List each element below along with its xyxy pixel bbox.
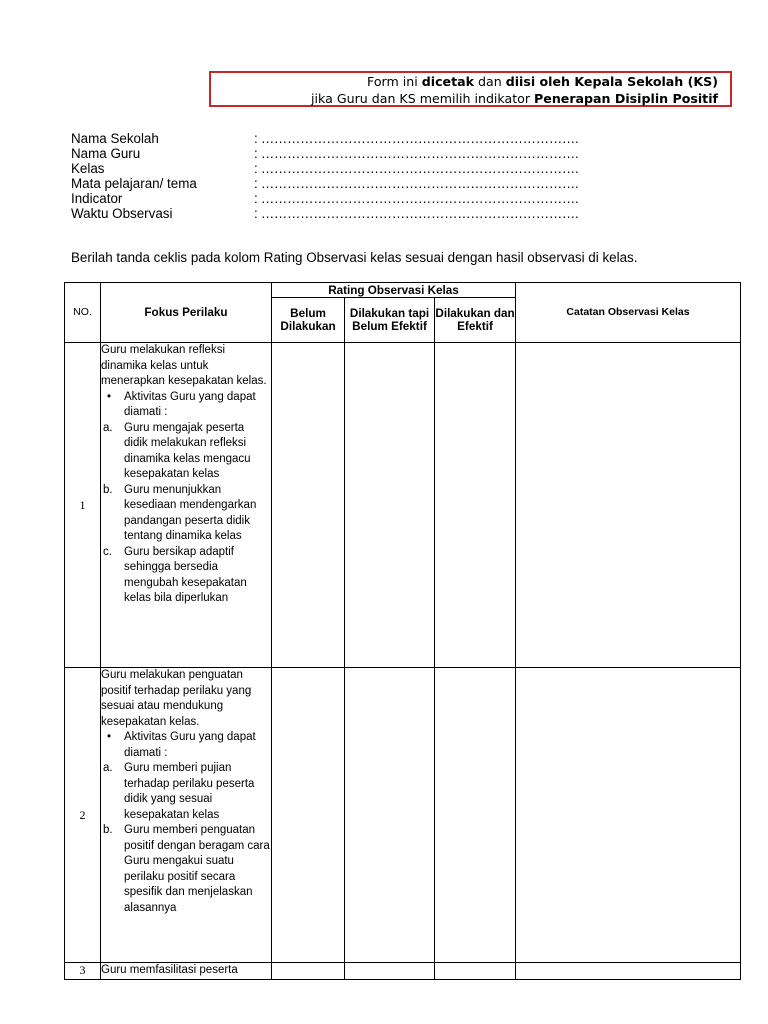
field-label: Mata pelajaran/ tema xyxy=(71,176,197,191)
bullet-icon: • xyxy=(107,390,112,403)
header-rating-group: Rating Observasi Kelas xyxy=(272,283,516,298)
field-value: : ………………………………………………………………. xyxy=(254,131,579,146)
list-item xyxy=(101,823,271,916)
field-label: Waktu Observasi xyxy=(71,206,173,221)
list-marker: b. xyxy=(103,483,113,496)
list-text: Guru menunjukkan kesediaan mendengarkan pandangan peserta didik tentang dinamika kelas xyxy=(124,483,257,542)
list-text: Guru memberi pujian terhadap perilaku peserta didik yang sesuai kesepakatan kelas xyxy=(124,762,255,821)
table-row xyxy=(65,668,741,963)
catatan-cell[interactable] xyxy=(516,963,741,980)
rating-cell-belum-efektif[interactable] xyxy=(345,343,435,668)
rating-cell-efektif[interactable] xyxy=(435,668,516,963)
list-text: Guru memberi penguatan positif dengan beragam cara Guru mengakui suatu perilaku positif secara spesifik dan menjelaskan alasannya xyxy=(124,824,270,914)
header-belum-dilakukan: Belum Dilakukan xyxy=(272,298,345,343)
fokus-cell xyxy=(101,963,272,980)
list-text: Guru mengajak peserta didik melakukan refleksi dinamika kelas mengacu kesepakatan kelas xyxy=(124,421,251,480)
field-value: : ………………………………………………………………. xyxy=(254,191,579,206)
rating-cell-belum[interactable] xyxy=(272,963,345,980)
notice-box xyxy=(209,71,732,107)
notice-line-1: Form ini dicetak dan diisi oleh Kepala Sekolah (KS) xyxy=(367,74,718,89)
row-number: 2 xyxy=(65,668,101,963)
list-item xyxy=(101,483,271,545)
list-item xyxy=(101,545,271,607)
bullet-icon: • xyxy=(107,731,112,743)
fokus-intro: Guru memfasilitasi peserta xyxy=(101,964,238,976)
catatan-cell[interactable] xyxy=(516,668,741,963)
bullet-item xyxy=(101,390,271,421)
catatan-cell[interactable] xyxy=(516,343,741,668)
list-marker: c. xyxy=(103,545,112,558)
notice-line-2: jika Guru dan KS memilih indikator Penerapan Disiplin Positif xyxy=(311,91,718,106)
list-item xyxy=(101,421,271,483)
header-dilakukan-efektif: Dilakukan dan Efektif xyxy=(435,298,516,343)
header-fokus: Fokus Perilaku xyxy=(101,283,272,343)
list-item xyxy=(101,761,271,823)
field-value: : ………………………………………………………………. xyxy=(254,161,579,176)
bullet-text: Aktivitas Guru yang dapat diamati : xyxy=(124,731,256,759)
fokus-cell xyxy=(101,668,272,963)
observation-table xyxy=(64,282,741,980)
field-label: Nama Guru xyxy=(71,146,141,161)
row-number: 3 xyxy=(65,963,101,980)
list-marker: a. xyxy=(103,421,113,434)
header-dilakukan-belum-efektif: Dilakukan tapi Belum Efektif xyxy=(345,298,435,343)
header-row-1 xyxy=(65,283,741,298)
rating-cell-efektif[interactable] xyxy=(435,343,516,668)
field-label: Indicator xyxy=(71,191,123,206)
rating-cell-belum[interactable] xyxy=(272,343,345,668)
table-row xyxy=(65,343,741,668)
list-marker: a. xyxy=(103,762,113,774)
rating-cell-belum-efektif[interactable] xyxy=(345,668,435,963)
bullet-item xyxy=(101,730,271,761)
header-catatan: Catatan Observasi Kelas xyxy=(516,283,741,343)
header-no: NO. xyxy=(65,283,101,343)
rating-cell-belum[interactable] xyxy=(272,668,345,963)
field-value: : ………………………………………………………………. xyxy=(254,146,579,161)
instruction-text: Berilah tanda ceklis pada kolom Rating Observasi kelas sesuai dengan hasil observasi di kelas. xyxy=(71,250,638,265)
field-value: : ………………………………………………………………. xyxy=(254,206,579,221)
fokus-cell xyxy=(101,343,272,668)
rating-cell-belum-efektif[interactable] xyxy=(345,963,435,980)
field-value: : ………………………………………………………………. xyxy=(254,176,579,191)
row-number: 1 xyxy=(65,343,101,668)
bullet-text: Aktivitas Guru yang dapat diamati : xyxy=(124,390,256,418)
list-marker: b. xyxy=(103,824,113,836)
table-row xyxy=(65,963,741,980)
field-label: Nama Sekolah xyxy=(71,131,159,146)
field-label: Kelas xyxy=(71,161,105,176)
fokus-intro: Guru melakukan penguatan positif terhadap perilaku yang sesuai atau mendukung kesepakatan kelas. xyxy=(101,669,252,728)
rating-cell-efektif[interactable] xyxy=(435,963,516,980)
list-text: Guru bersikap adaptif sehingga bersedia mengubah kesepakatan kelas bila diperlukan xyxy=(124,545,247,604)
fokus-intro: Guru melakukan refleksi dinamika kelas untuk menerapkan kesepakatan kelas. xyxy=(101,344,267,387)
